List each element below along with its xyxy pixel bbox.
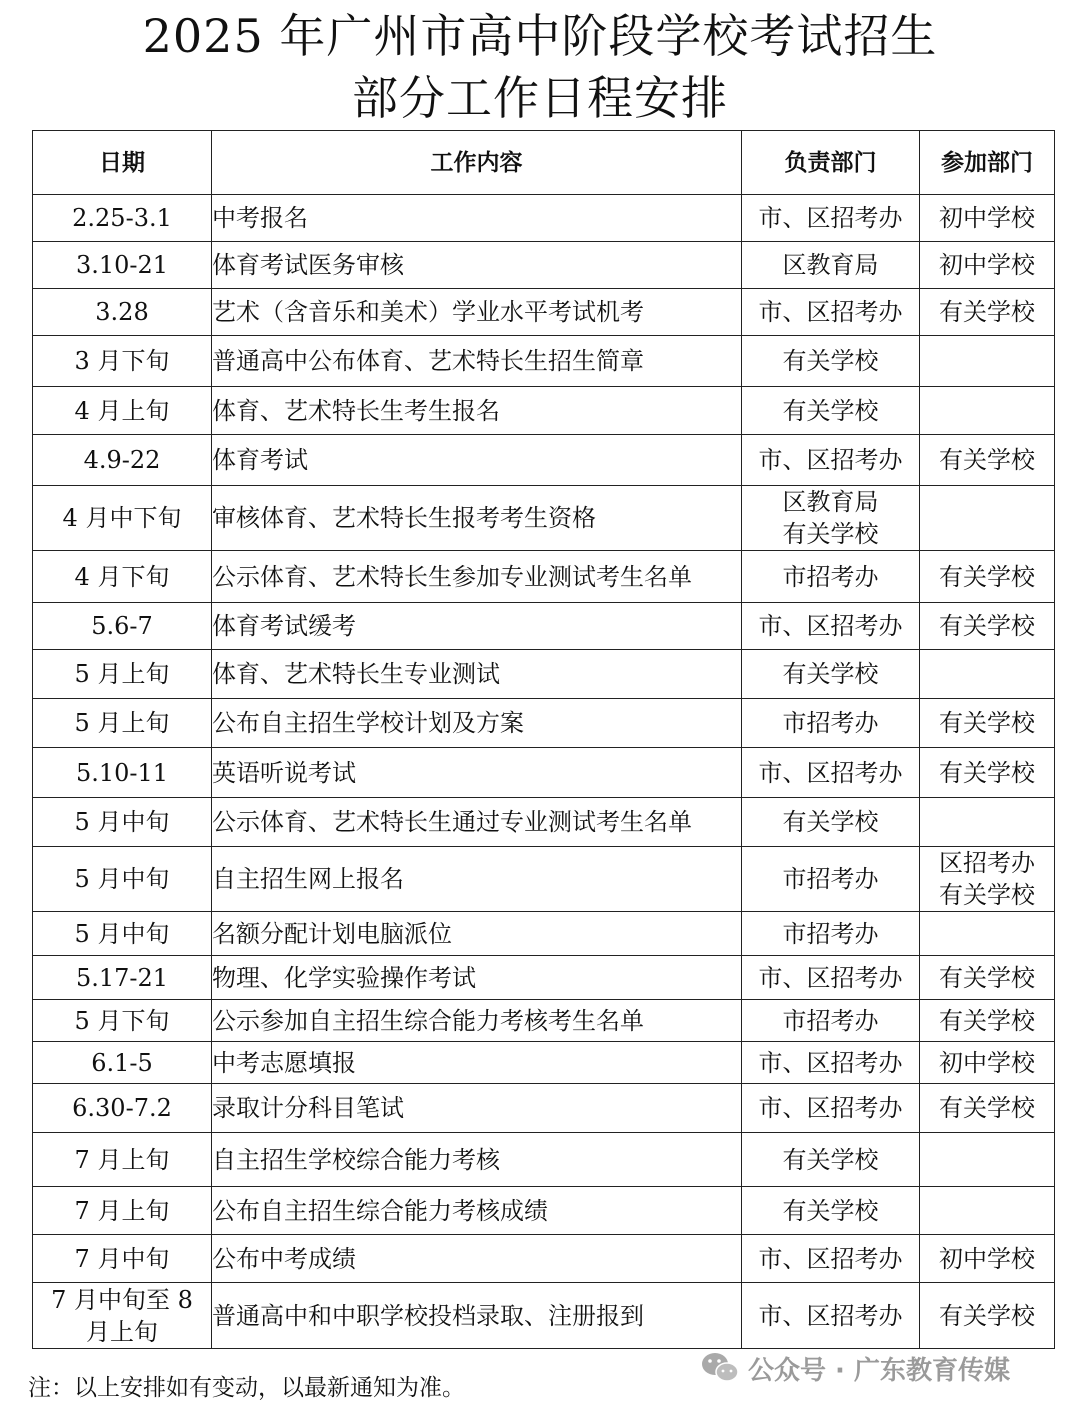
cell-date [33, 1187, 212, 1235]
cell-date-text: 4 月中下旬 [62, 504, 182, 532]
cell-dept-text: 有关学校 [782, 660, 879, 688]
cell-dept-text: 市、区招考办 [758, 1301, 903, 1330]
schedule-table [32, 130, 1055, 1349]
cell-date-text: 5.6-7 [91, 612, 153, 640]
cell-date-text: 3 月下旬 [74, 347, 170, 375]
cell-participants-text: 有关学校 [939, 1094, 1035, 1122]
cell-participants [920, 1000, 1055, 1042]
cell-participants [920, 1283, 1055, 1349]
cell-date [33, 603, 212, 650]
table-row [33, 195, 1055, 242]
cell-date [33, 699, 212, 748]
table-row [33, 1187, 1055, 1235]
table-row [33, 1283, 1055, 1349]
cell-dept [742, 699, 920, 748]
cell-dept-text: 有关学校 [782, 1196, 879, 1225]
watermark-text: 公众号 · 广东教育传媒 [748, 1355, 1010, 1386]
cell-participants [920, 847, 1055, 912]
cell-work: 体育、艺术特长生考生报名 [212, 387, 742, 435]
cell-date-text: 6.1-5 [91, 1048, 153, 1077]
cell-participants [920, 435, 1055, 486]
table-header-row [33, 131, 1055, 195]
cell-work: 体育考试医务审核 [212, 242, 742, 289]
cell-participants [920, 195, 1055, 242]
cell-work: 中考报名 [212, 195, 742, 242]
cell-date [33, 1133, 212, 1187]
table-row [33, 798, 1055, 847]
cell-date-text: 5 月中旬 [74, 808, 170, 836]
cell-dept [742, 387, 920, 435]
cell-date [33, 435, 212, 486]
cell-work: 录取计分科目笔试 [212, 1084, 742, 1133]
cell-dept [742, 1235, 920, 1283]
cell-dept-text: 有关学校 [782, 1145, 879, 1174]
cell-dept [742, 603, 920, 650]
cell-participants [920, 1133, 1055, 1187]
cell-date [33, 956, 212, 1000]
cell-dept-text: 市、区招考办 [758, 446, 903, 474]
cell-participants-text: 有关学校 [939, 881, 1035, 909]
cell-work: 体育考试 [212, 435, 742, 486]
header-work: 工作内容 [212, 131, 742, 195]
cell-participants [920, 486, 1055, 551]
cell-participants-text: 有关学校 [939, 1006, 1035, 1035]
table-row [33, 336, 1055, 387]
cell-dept [742, 1000, 920, 1042]
cell-dept [742, 435, 920, 486]
cell-dept [742, 956, 920, 1000]
table-row [33, 912, 1055, 956]
table-row [33, 1000, 1055, 1042]
cell-date [33, 912, 212, 956]
cell-dept-text: 市、区招考办 [758, 204, 903, 232]
cell-work: 英语听说考试 [212, 748, 742, 798]
cell-work: 公示体育、艺术特长生通过专业测试考生名单 [212, 798, 742, 847]
cell-date-text: 5.10-11 [75, 758, 169, 787]
cell-participants-text: 初中学校 [939, 251, 1035, 279]
cell-dept [742, 551, 920, 603]
cell-dept-text: 市、区招考办 [758, 612, 903, 640]
cell-date [33, 486, 212, 551]
cell-dept-text: 市、区招考办 [758, 1048, 903, 1077]
cell-date-text: 5.17-21 [75, 963, 169, 992]
cell-participants [920, 1042, 1055, 1084]
cell-date [33, 551, 212, 603]
cell-participants-text: 初中学校 [939, 1244, 1035, 1273]
table-row [33, 847, 1055, 912]
cell-participants [920, 912, 1055, 956]
cell-work: 物理、化学实验操作考试 [212, 956, 742, 1000]
cell-dept-text: 有关学校 [782, 520, 879, 548]
cell-dept [742, 1133, 920, 1187]
cell-work: 中考志愿填报 [212, 1042, 742, 1084]
cell-participants-text: 有关学校 [939, 446, 1035, 474]
cell-date [33, 1000, 212, 1042]
cell-date [33, 289, 212, 336]
cell-participants [920, 289, 1055, 336]
table-row [33, 699, 1055, 748]
cell-participants [920, 603, 1055, 650]
cell-dept [742, 336, 920, 387]
cell-work: 普通高中公布体育、艺术特长生招生简章 [212, 336, 742, 387]
cell-dept [742, 847, 920, 912]
cell-participants-text: 有关学校 [939, 298, 1035, 326]
cell-participants-text: 初中学校 [939, 204, 1035, 232]
cell-date-text: 5 月中旬 [74, 919, 170, 948]
cell-date [33, 1084, 212, 1133]
page-subtitle: 部分工作日程安排 [352, 71, 728, 125]
cell-date-text: 5 月上旬 [74, 709, 170, 737]
cell-participants-text: 区招考办 [939, 849, 1035, 877]
cell-work: 名额分配计划电脑派位 [212, 912, 742, 956]
cell-participants-text: 有关学校 [939, 963, 1035, 992]
cell-dept-text: 市、区招考办 [758, 1244, 903, 1273]
cell-participants [920, 1084, 1055, 1133]
cell-dept [742, 1042, 920, 1084]
cell-participants-text: 有关学校 [939, 758, 1035, 787]
table-row [33, 289, 1055, 336]
cell-participants-text: 初中学校 [939, 1048, 1035, 1077]
cell-date-text: 7 月中旬 [74, 1244, 170, 1273]
cell-date [33, 1235, 212, 1283]
cell-work: 公布自主招生综合能力考核成绩 [212, 1187, 742, 1235]
cell-date-text: 7 月中旬至 8 [51, 1285, 193, 1314]
cell-work: 公布自主招生学校计划及方案 [212, 699, 742, 748]
cell-dept [742, 748, 920, 798]
cell-date [33, 1042, 212, 1084]
cell-date [33, 387, 212, 435]
footnote: 注：以上安排如有变动，以最新通知为准。 [28, 1375, 465, 1401]
cell-dept-text: 有关学校 [782, 396, 879, 425]
cell-participants [920, 1187, 1055, 1235]
cell-work: 普通高中和中职学校投档录取、注册报到 [212, 1283, 742, 1349]
cell-work: 体育、艺术特长生专业测试 [212, 650, 742, 699]
cell-participants [920, 387, 1055, 435]
cell-participants-text: 有关学校 [939, 709, 1035, 737]
table-row [33, 1042, 1055, 1084]
cell-dept [742, 289, 920, 336]
cell-date-text: 4 月下旬 [74, 562, 170, 591]
cell-participants [920, 242, 1055, 289]
cell-dept-text: 市招考办 [782, 865, 879, 893]
cell-date-text: 5 月上旬 [74, 660, 170, 688]
cell-dept-text: 市招考办 [782, 709, 879, 737]
cell-date-text: 7 月上旬 [74, 1196, 170, 1225]
header-participants: 参加部门 [920, 131, 1055, 195]
cell-participants [920, 956, 1055, 1000]
cell-date [33, 798, 212, 847]
cell-dept-text: 市招考办 [782, 1006, 879, 1035]
cell-dept-text: 市、区招考办 [758, 758, 903, 787]
cell-date-text: 7 月上旬 [74, 1145, 170, 1174]
cell-participants [920, 650, 1055, 699]
table-row [33, 387, 1055, 435]
header-dept: 负责部门 [742, 131, 920, 195]
cell-dept-text: 市、区招考办 [758, 963, 903, 992]
cell-dept [742, 486, 920, 551]
cell-dept [742, 650, 920, 699]
cell-participants [920, 748, 1055, 798]
cell-date-text: 月上旬 [86, 1317, 158, 1346]
cell-date [33, 748, 212, 798]
table-row [33, 650, 1055, 699]
cell-work: 自主招生网上报名 [212, 847, 742, 912]
cell-work: 体育考试缓考 [212, 603, 742, 650]
cell-date [33, 847, 212, 912]
cell-work: 公示体育、艺术特长生参加专业测试考生名单 [212, 551, 742, 603]
cell-dept-text: 市、区招考办 [758, 1094, 903, 1122]
cell-dept [742, 1283, 920, 1349]
cell-work: 公示参加自主招生综合能力考核考生名单 [212, 1000, 742, 1042]
cell-date-text: 5 月中旬 [74, 865, 170, 893]
cell-date [33, 336, 212, 387]
cell-dept-text: 区教育局 [782, 251, 879, 279]
cell-date-text: 6.30-7.2 [72, 1094, 172, 1122]
watermark [700, 1348, 1010, 1388]
cell-participants [920, 551, 1055, 603]
table-row [33, 242, 1055, 289]
cell-dept [742, 912, 920, 956]
table-row [33, 435, 1055, 486]
cell-dept-text: 有关学校 [782, 347, 879, 375]
cell-dept-text: 市招考办 [782, 919, 879, 948]
cell-date [33, 1283, 212, 1349]
table-row [33, 551, 1055, 603]
cell-date-text: 5 月下旬 [74, 1006, 170, 1035]
cell-dept [742, 1084, 920, 1133]
table-row [33, 1084, 1055, 1133]
cell-dept [742, 195, 920, 242]
cell-work: 审核体育、艺术特长生报考考生资格 [212, 486, 742, 551]
wechat-icon [700, 1350, 740, 1386]
cell-date-text: 4 月上旬 [74, 396, 170, 425]
cell-participants [920, 699, 1055, 748]
cell-work: 自主招生学校综合能力考核 [212, 1133, 742, 1187]
cell-work: 艺术（含音乐和美术）学业水平考试机考 [212, 289, 742, 336]
cell-dept-text: 市、区招考办 [758, 298, 903, 326]
cell-work: 公布中考成绩 [212, 1235, 742, 1283]
cell-dept-text: 区教育局 [782, 488, 879, 516]
cell-participants-text: 有关学校 [939, 1301, 1035, 1330]
cell-date-text: 3.10-21 [75, 251, 169, 279]
cell-participants-text: 有关学校 [939, 612, 1035, 640]
cell-dept [742, 798, 920, 847]
cell-participants [920, 798, 1055, 847]
cell-dept [742, 1187, 920, 1235]
table-row [33, 603, 1055, 650]
table-row [33, 486, 1055, 551]
cell-date-text: 2.25-3.1 [72, 204, 172, 232]
table-row [33, 956, 1055, 1000]
table-row [33, 1235, 1055, 1283]
cell-dept [742, 242, 920, 289]
table-row [33, 748, 1055, 798]
table-row [33, 1133, 1055, 1187]
cell-date-text: 4.9-22 [83, 446, 161, 474]
cell-participants-text: 有关学校 [939, 562, 1035, 591]
cell-dept-text: 市招考办 [782, 562, 879, 591]
cell-date [33, 195, 212, 242]
page-title: 2025 年广州市高中阶段学校考试招生 [142, 9, 938, 63]
cell-date [33, 650, 212, 699]
cell-participants [920, 336, 1055, 387]
header-date: 日期 [33, 131, 212, 195]
cell-dept-text: 有关学校 [782, 808, 879, 836]
cell-date [33, 242, 212, 289]
cell-participants [920, 1235, 1055, 1283]
cell-date-text: 3.28 [95, 298, 149, 326]
